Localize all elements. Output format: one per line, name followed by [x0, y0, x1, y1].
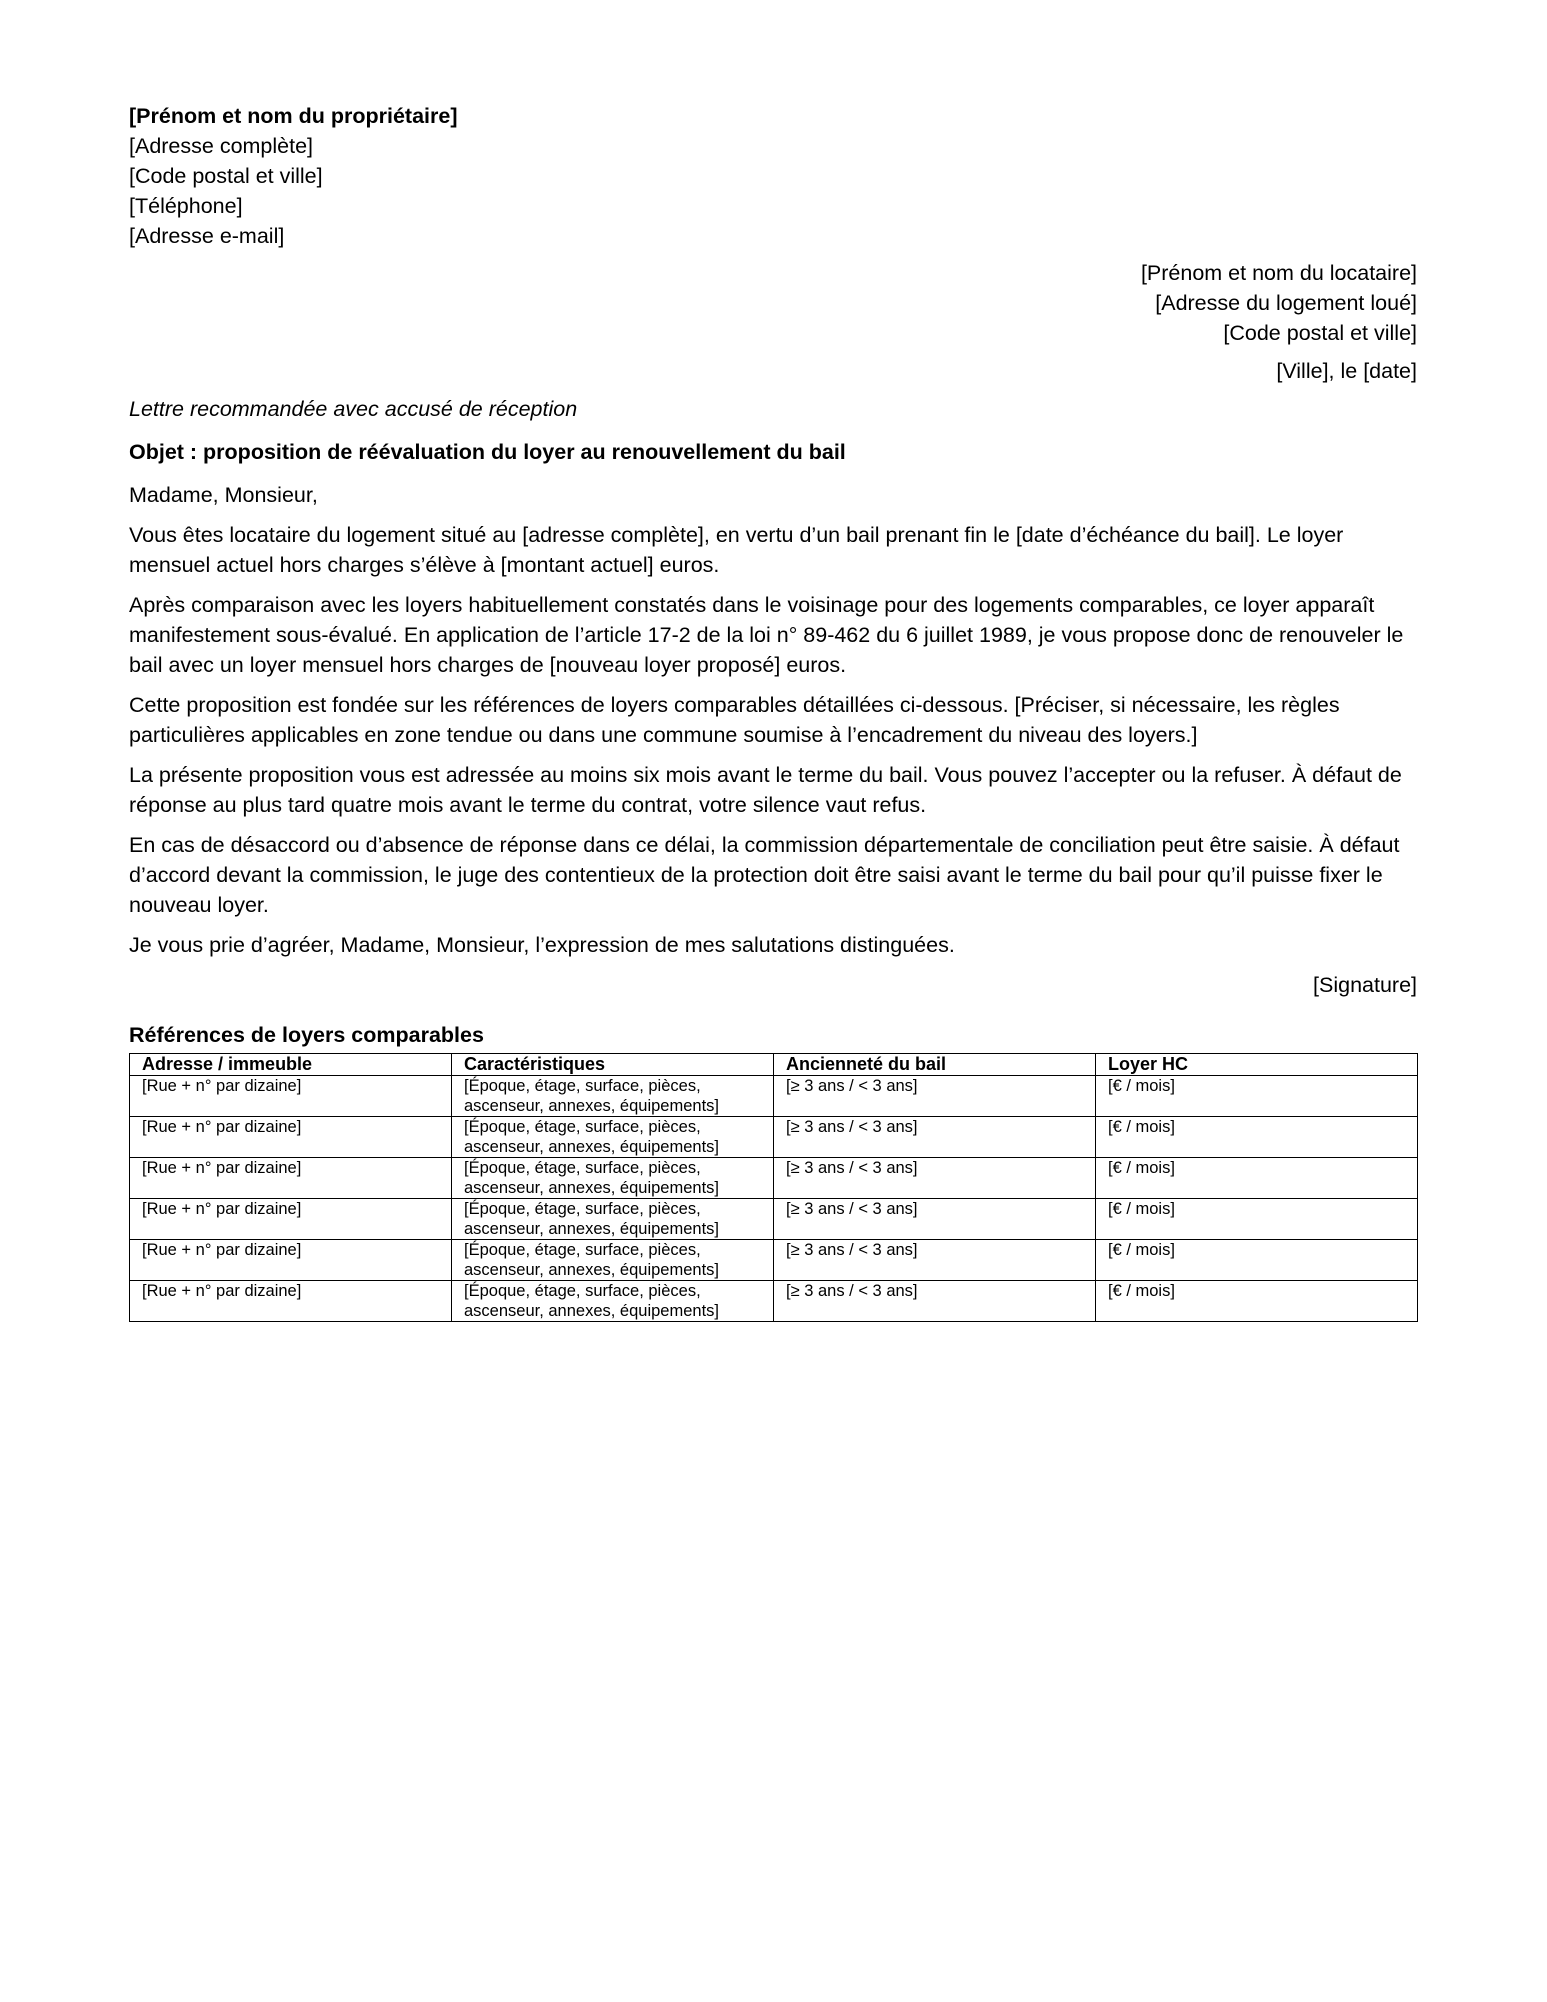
- signature: [Signature]: [1313, 973, 1417, 997]
- sender-block: [129, 101, 1417, 251]
- cell-address: [Rue + n° par dizaine]: [130, 1199, 452, 1240]
- cell-characteristics: [Époque, étage, surface, pièces, ascenseur, annexes, équipements]: [452, 1076, 774, 1117]
- cell-characteristics: [Époque, étage, surface, pièces, ascenseur, annexes, équipements]: [452, 1281, 774, 1322]
- sender-address: [Adresse complète]: [129, 134, 314, 158]
- letter-subject: Objet : proposition de réévaluation du loyer au renouvellement du bail: [129, 440, 846, 464]
- recipient-address: [Adresse du logement loué]: [1155, 291, 1417, 315]
- references-title: Références de loyers comparables: [129, 1023, 484, 1047]
- cell-characteristics: [Époque, étage, surface, pièces, ascenseur, annexes, équipements]: [452, 1240, 774, 1281]
- header-rent: Loyer HC: [1096, 1054, 1418, 1076]
- delivery-mode: Lettre recommandée avec accusé de réception: [129, 397, 578, 421]
- cell-lease-age: [≥ 3 ans / < 3 ans]: [774, 1076, 1096, 1117]
- closing-paragraph: Je vous prie d’agréer, Madame, Monsieur, l’expression de mes salutations distinguées.: [129, 933, 955, 957]
- cell-address: [Rue + n° par dizaine]: [130, 1240, 452, 1281]
- cell-rent: [€ / mois]: [1096, 1199, 1418, 1240]
- cell-lease-age: [≥ 3 ans / < 3 ans]: [774, 1199, 1096, 1240]
- sender-email: [Adresse e-mail]: [129, 224, 285, 248]
- body-paragraph: Vous êtes locataire du logement situé au [adresse complète], en vertu d’un bail prenant fin le [date d’échéance du bail]. Le loyer mensuel actuel hors charges s’élève à [montant actuel] euros.: [129, 523, 1344, 577]
- cell-lease-age: [≥ 3 ans / < 3 ans]: [774, 1158, 1096, 1199]
- body-paragraph: En cas de désaccord ou d’absence de réponse dans ce délai, la commission départementale de conciliation peut être saisie. À défaut d’accord devant la commission, le juge des contentieux de la protection doit être saisi avant le terme du bail pour qu’il puisse fixer le nouveau loyer.: [129, 833, 1400, 917]
- sender-postal-city: [Code postal et ville]: [129, 164, 323, 188]
- recipient-postal-city: [Code postal et ville]: [1223, 321, 1417, 345]
- cell-characteristics: [Époque, étage, surface, pièces, ascenseur, annexes, équipements]: [452, 1158, 774, 1199]
- references-table: [129, 1053, 1418, 1322]
- recipient-name: [Prénom et nom du locataire]: [1140, 261, 1417, 285]
- table-row: [130, 1117, 1418, 1158]
- cell-address: [Rue + n° par dizaine]: [130, 1281, 452, 1322]
- body-paragraph: Cette proposition est fondée sur les références de loyers comparables détaillées ci-dessous. [Préciser, si nécessaire, les règles particulières applicables en zone tendue ou dans une commune soumise à l’encadrement du niveau des loyers.]: [129, 693, 1340, 747]
- body-paragraph: Après comparaison avec les loyers habituellement constatés dans le voisinage pour des logements comparables, ce loyer apparaît manifestement sous-évalué. En application de l’article 17-2 de la loi n° 89-462 du 6 juillet 1989, je vous propose donc de renouveler le bail avec un loyer mensuel hors charges de [nouveau loyer proposé] euros.: [129, 593, 1404, 677]
- cell-rent: [€ / mois]: [1096, 1076, 1418, 1117]
- table-row: [130, 1158, 1418, 1199]
- table-row: [130, 1199, 1418, 1240]
- cell-rent: [€ / mois]: [1096, 1158, 1418, 1199]
- table-row: [130, 1281, 1418, 1322]
- cell-rent: [€ / mois]: [1096, 1240, 1418, 1281]
- sender-phone: [Téléphone]: [129, 194, 243, 218]
- table-row: [130, 1076, 1418, 1117]
- recipient-block: [129, 258, 1417, 348]
- letter-page: [129, 101, 1417, 1322]
- cell-lease-age: [≥ 3 ans / < 3 ans]: [774, 1240, 1096, 1281]
- cell-rent: [€ / mois]: [1096, 1281, 1418, 1322]
- cell-characteristics: [Époque, étage, surface, pièces, ascenseur, annexes, équipements]: [452, 1199, 774, 1240]
- body-paragraph: La présente proposition vous est adressée au moins six mois avant le terme du bail. Vous pouvez l’accepter ou la refuser. À défaut de réponse au plus tard quatre mois avant le terme du contrat, votre silence vaut refus.: [129, 763, 1402, 817]
- sender-name: [Prénom et nom du propriétaire]: [129, 104, 458, 128]
- cell-address: [Rue + n° par dizaine]: [130, 1076, 452, 1117]
- cell-rent: [€ / mois]: [1096, 1117, 1418, 1158]
- header-characteristics: Caractéristiques: [452, 1054, 774, 1076]
- salutation: Madame, Monsieur,: [129, 483, 318, 507]
- table-row: [130, 1240, 1418, 1281]
- cell-address: [Rue + n° par dizaine]: [130, 1117, 452, 1158]
- cell-address: [Rue + n° par dizaine]: [130, 1158, 452, 1199]
- date-line: [Ville], le [date]: [1276, 359, 1417, 383]
- header-lease-age: Ancienneté du bail: [774, 1054, 1096, 1076]
- table-header-row: [130, 1054, 1418, 1076]
- cell-lease-age: [≥ 3 ans / < 3 ans]: [774, 1281, 1096, 1322]
- cell-characteristics: [Époque, étage, surface, pièces, ascenseur, annexes, équipements]: [452, 1117, 774, 1158]
- header-address: Adresse / immeuble: [130, 1054, 452, 1076]
- cell-lease-age: [≥ 3 ans / < 3 ans]: [774, 1117, 1096, 1158]
